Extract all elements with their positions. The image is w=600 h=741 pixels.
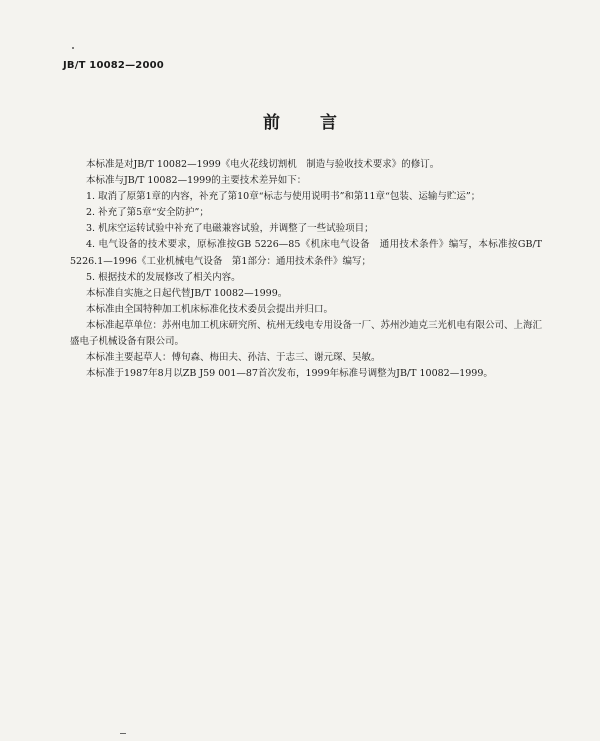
list-item-4: 4. 电气设备的技术要求，原标准按GB 5226—85《机床电气设备 通用技术条件》编写，本标准按GB/T 5226.1—1996《工业机械电气设备 第1部分：通用技术条件》编写；	[70, 239, 542, 267]
list-item-2: 2. 补充了第5章“安全防护”；	[86, 207, 209, 219]
paragraph-proposed-by: 本标准由全国特种加工机床标准化技术委员会提出并归口。	[86, 303, 334, 315]
preface-title: 前言	[263, 113, 377, 133]
paragraph-drafters: 本标准主要起草人：傅旬森、梅田夫、孙洁、于志三、谢元琛、吴敏。	[86, 352, 381, 364]
paragraph-history: 本标准于1987年8月以ZB J59 001—87首次发布，1999年标准号调整为JB/T 10082—1999。	[86, 368, 493, 380]
list-item-5: 5. 根据技术的发展修改了相关内容。	[86, 271, 241, 283]
paragraph-revision-statement: 本标准是对JB/T 10082—1999《电火花线切割机 制造与验收技术要求》的修订。	[86, 159, 440, 170]
paragraph-supersedes: 本标准自实施之日起代替JB/T 10082—1999。	[86, 287, 288, 299]
standard-code-header: JB/T 10082—2000	[63, 60, 164, 71]
paragraph-drafting-units: 本标准起草单位：苏州电加工机床研究所、杭州无线电专用设备一厂、苏州沙迪克三光机电有限公司、上海汇盛电子机械设备有限公司。	[70, 319, 543, 348]
scan-mark	[120, 733, 126, 734]
list-item-1: 1. 取消了原第1章的内容，补充了第10章“标志与使用说明书”和第11章“包装、运输与贮运”；	[86, 191, 481, 203]
list-item-3: 3. 机床空运转试验中补充了电磁兼容试验，并调整了一些试验项目；	[86, 223, 374, 235]
preface-body	[70, 157, 542, 382]
paragraph-differences-intro: 本标准与JB/T 10082—1999的主要技术差异如下：	[86, 175, 307, 187]
scan-speck	[72, 47, 74, 49]
